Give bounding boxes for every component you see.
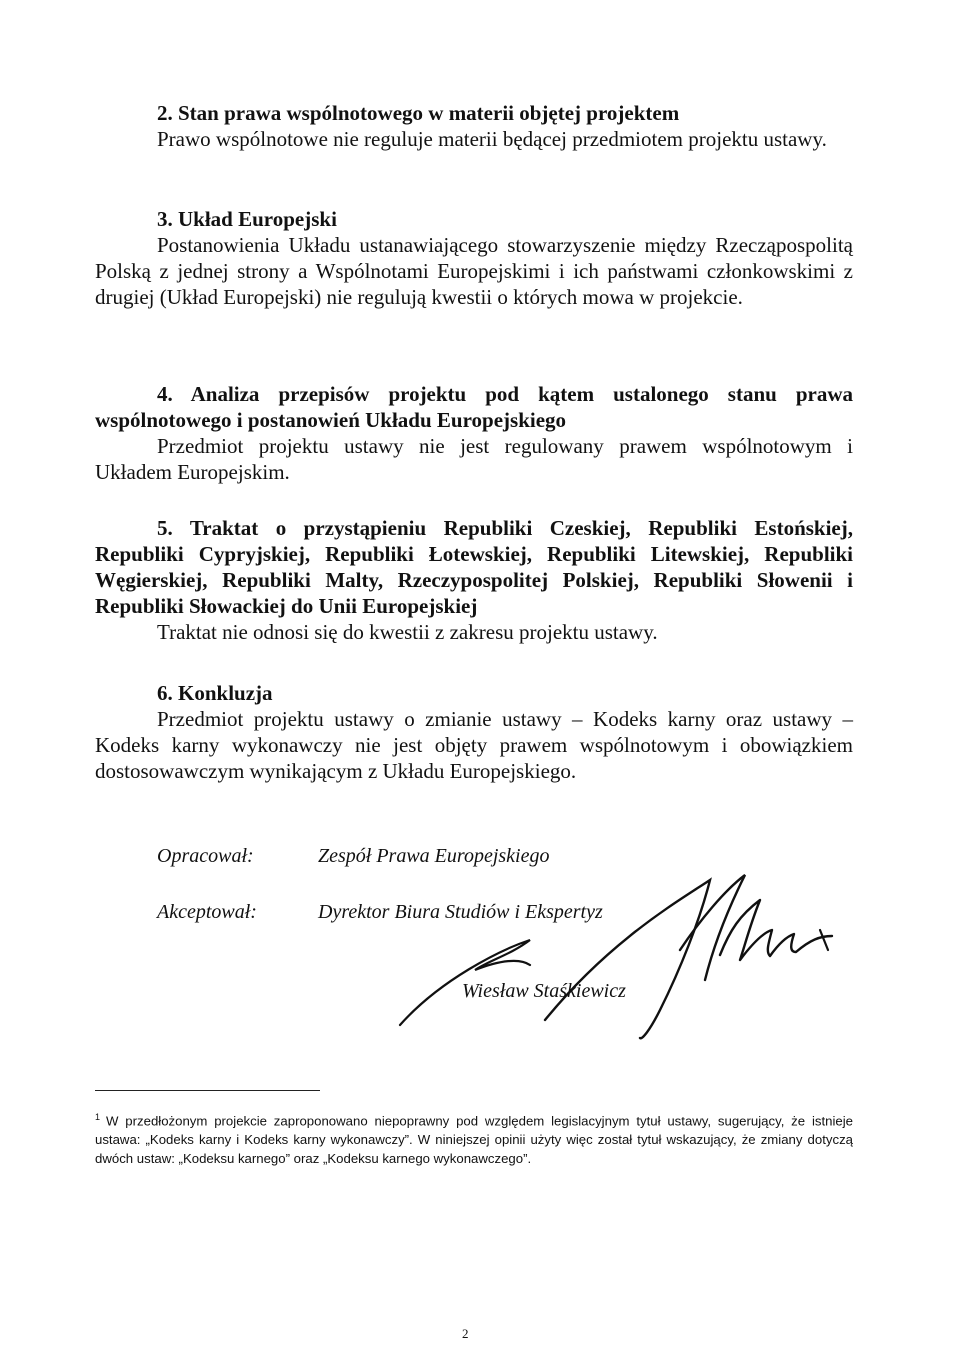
section-analysis (95, 381, 853, 485)
prepared-by-value: Zespół Prawa Europejskiego (318, 845, 550, 867)
footnote-text: W przedłożonym projekcie zaproponowano niepoprawny pod względem legislacyjnym tytuł ustawy, sugerujący, że istnieje ustawa: „Kodeks karny i Kodeks karny wykonawczy”. W niniejszej opinii użyty więc został tytuł wskazujący, że zmiany dotyczą dwóch ustaw: „Kodeksu karnego” oraz „Kodeksu karnego wykonawczego”. (95, 1113, 853, 1167)
section-body: Przedmiot projektu ustawy o zmianie ustawy – Kodeks karny oraz ustawy – Kodeks karny wykonawczy nie jest objęty prawem wspólnotowym i obowiązkiem dostosowawczym wynikającym z Układu Europejskiego. (95, 707, 853, 783)
section-accession-treaty (95, 515, 853, 645)
footnote-marker: 1 (95, 1112, 101, 1122)
section-heading: 6. Konkluzja (157, 681, 273, 705)
section-eu-law (95, 100, 853, 152)
section-heading: 5. Traktat o przystąpieniu Republiki Czeskiej, Republiki Estońskiej, Republiki Cypryjskiej, Republiki Łotewskiej, Republiki Litewskiej, Republiki Węgierskiej, Republiki Malty, Rzeczypospolitej Polskiej, Republiki Słowenii i Republiki Słowackiej do Unii Europejskiej (95, 516, 853, 618)
accepted-by-value: Dyrektor Biura Studiów i Ekspertyz (318, 901, 603, 923)
handwritten-signature (380, 860, 850, 1040)
section-europe-agreement (95, 206, 853, 310)
section-body: Postanowienia Układu ustanawiającego stowarzyszenie między Rzecząpospolitą Polską z jednej strony a Wspólnotami Europejskimi i ich państwami członkowskimi z drugiej (Układ Europejski) nie regulują kwestii o których mowa w projekcie. (95, 233, 853, 309)
section-heading: 4. Analiza przepisów projektu pod kątem ustalonego stanu prawa wspólnotowego i postanowień Układu Europejskiego (95, 382, 853, 432)
signer-name: Wiesław Staśkiewicz (462, 980, 626, 1002)
section-heading: 2. Stan prawa wspólnotowego w materii objętej projektem (157, 101, 680, 125)
page-number: 2 (462, 1326, 469, 1341)
section-body: Przedmiot projektu ustawy nie jest regulowany prawem wspólnotowym i Układem Europejskim. (95, 434, 853, 484)
section-body: Traktat nie odnosi się do kwestii z zakresu projektu ustawy. (157, 620, 658, 644)
section-heading: 3. Układ Europejski (157, 207, 337, 231)
section-body: Prawo wspólnotowe nie reguluje materii będącej przedmiotem projektu ustawy. (157, 127, 827, 151)
footnote (95, 1108, 853, 1168)
prepared-by-label: Opracował: (157, 845, 254, 867)
footnote-divider (95, 1090, 320, 1091)
section-conclusion (95, 680, 853, 784)
accepted-by-label: Akceptował: (157, 901, 257, 923)
